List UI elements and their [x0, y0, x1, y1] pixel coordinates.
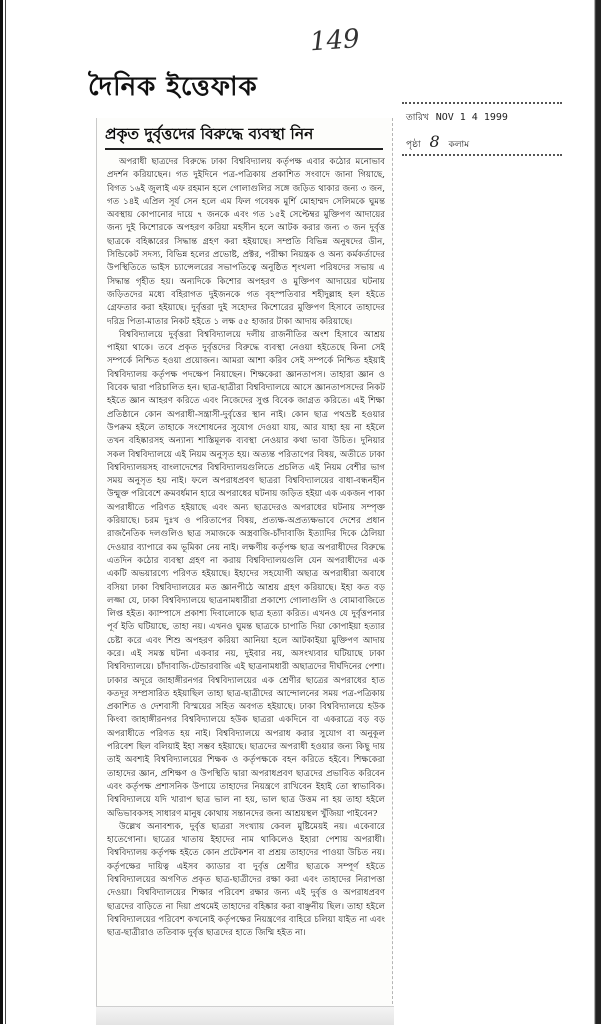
scan-edge-left: [0, 0, 8, 1024]
stamp-page-label: পৃষ্ঠা: [406, 140, 421, 150]
newspaper-masthead: দৈনিক ইত্তেফাক: [88, 72, 258, 102]
handwritten-page-number: 149: [309, 23, 361, 58]
stamp-date-label: তারিখ: [406, 113, 429, 123]
newspaper-clipping: [96, 118, 393, 1024]
stamp-column-label: কলাম: [448, 140, 470, 150]
article-headline: প্রকৃত দুর্বৃত্তদের বিরুদ্ধে ব্যবস্থা নিন: [105, 125, 314, 143]
stamp-page-row: [406, 132, 469, 152]
stamp-date-row: [406, 110, 508, 125]
clipping-bottom-edge: [96, 1006, 394, 1025]
article-paragraph: অপরাধী ছাত্রদের বিরুদ্ধে ঢাকা বিশ্ববিদ্যালয় কর্তৃপক্ষ এবার কঠোর মনোভাব প্রদর্শন করিয়াছেন। গত দুইদিনে পত্র-পত্রিকায় প্রকাশিত সংবাদে জানা গিয়াছে, বিগত ১৬ই জুলাই এফ রহমান হলে গোলাগুলির সঙ্গে জড়িত থাকার জন্য ৩ জন, গত ১৪ই এপ্রিল সূর্য সেন হলে এম ফিল গবেষক মুর্শি মোহাম্মদ সেলিমকে ঘুমন্ত অবস্থায় কোপানোর দায়ে ৭ জনকে এবং গত ১৫ই সেপ্টেম্বর মুক্তিপণ আদায়ের জন্য দুই কিশোরকে অপহরণ করিয়া মহসীন হলে আটক করার জন্য ৩ জন দুর্বৃত্ত ছাত্রকে বহিষ্কারের সিদ্ধান্ত গ্রহণ করা হইয়াছে। সম্প্রতি বিভিন্ন অনুষদের ডীন, সিন্ডিকেট সদস্য, বিভিন্ন হলের প্রভোষ্ট, প্রক্টর, পরীক্ষা নিয়ন্ত্রক ও অন্য কর্মকর্তাদের উপস্থিতিতে ভাইস চ্যান্সেলরের সভাপতিত্বে অনুষ্ঠিত শৃংখলা পরিষদের সভায় এ সিদ্ধান্ত গৃহীত হয়। অন্যদিকে কিশোর অপহরণ ও মুক্তিপণ আদায়ের ঘটনায় জড়িতদের মধ্যে বহিরাগত দুইজনকে গত বৃহস্পতিবার শহীদুল্লাহ হল হইতে গ্রেফতার করা হইয়াছে। দুর্বৃত্তরা দুই সহোদর কিশোরের মুক্তিপণ হিসাবে তাহাদের দরিদ্র পিতা-মাতার নিকট হইতে ১ লক্ষ ৫৫ হাজার টাকা আদায় করিয়াছে।: [107, 157, 385, 327]
article-body: [107, 156, 385, 1018]
article-paragraph: উল্লেখ অনাবশ্যক, দুর্বৃত্ত ছাত্ররা সংখ্যায় কেবল মুষ্টিমেয়ই নয়। একেবারে হাতেগোনা। ছাত্রের খাতায় ইহাদের নাম থাকিলেও ইহারা পেশায় অপরাধী। বিশ্ববিদ্যালয় কর্তৃপক্ষ হইতে কোন প্রটেকশন বা প্রশ্রয় তাহাদের পাওয়া উচিত নয়। কর্তৃপক্ষের দায়িত্ব এইসব ক্যাডার বা দুর্বৃত্ত শ্রেণীর ছাত্রকে সম্পূর্ণ হইতে বিশ্ববিদ্যালয়ের অগণিত প্রকৃত ছাত্র-ছাত্রীদের রক্ষা করা এবং তাহাদের নিরাপত্তা দেওয়া। বিশ্ববিদ্যালয়ের শিক্ষার পরিবেশ রক্ষার জন্য এই দুর্বৃত্ত ও অপরাধপ্রবণ ছাত্রদের বাড়িতে না দিয়া প্রথমেই তাহাদের বহিষ্কার করা বাঞ্ছনীয় ছিল। তাহা হইলে বিশ্ববিদ্যালয়ের পরিবেশ কখনোই কর্তৃপক্ষের নিয়ন্ত্রণের বাহিরে চলিয়া যাইত না এবং ছাত্র-ছাত্রীরাও ততিবাক দুর্বৃত্ত ছাত্রদের হাতে জিম্মি হইত না।: [107, 821, 385, 939]
stamp-page-value: 8: [429, 132, 440, 151]
scan-edge-right: [594, 0, 601, 1024]
headline-rule: [105, 148, 383, 150]
stamp-date-value: NOV 1 4 1999: [435, 112, 508, 123]
article-paragraph: বিশ্ববিদ্যালয়ে দুর্বৃত্তরা বিশ্ববিদ্যালয়ে দলীয় রাজনীতির অংশ হিসাবে আশ্রয় পাইয়া থাকে। তবে প্রকৃত দুর্বৃত্তদের বিরুদ্ধে ব্যবস্থা নেওয়া হইতেছে কিনা সেই সম্পর্কে নিশ্চিত হওয়া প্রয়োজন। আমরা আশা করিব সেই সম্পর্কে নিশ্চিত হইয়াই বিশ্ববিদ্যালয় কর্তৃপক্ষ পদক্ষেপ নিয়াছেন। শিক্ষকেরা জ্ঞানতাপস। তাহারা জ্ঞান ও বিবেক দ্বারা পরিচালিত হন। ছাত্র-ছাত্রীরা বিশ্ববিদ্যালয়ে আসে জ্ঞানতাপসদের নিকট হইতে জ্ঞান আহরণ করিতে এবং নিজেদের সুপ্ত বিবেক জাগ্রত করিতে। এই শিক্ষা প্রতিষ্ঠানে কোন অপরাধী-সন্ত্রাসী-দুর্বৃত্তের স্থান নাই। কোন ছাত্র পথভ্রষ্ট হওয়ার উপক্রম হইলে তাহাকে সংশোধনের সুযোগ দেওয়া যায়, আর যাহা হয় না হইলে তখন বহিষ্কারসহ অন্যান্য শাস্তিমূলক ব্যবস্থা নেওয়ার কথা ভাবা উচিত। দুনিয়ার সকল বিশ্ববিদ্যালয়ে এই নিয়ম অনুসৃত হয়। অত্যন্ত পরিতাপের বিষয়, অতীতে ঢাকা বিশ্ববিদ্যালয়সহ বাংলাদেশের বিশ্ববিদ্যালয়গুলিতে প্রচলিত এই নিয়ম বেশীর ভাগ সময় অনুসৃত হয় নাই। ফলে অপরাধপ্রবণ ছাত্ররা বিশ্ববিদ্যালয়ের বাধা-বন্ধনহীন উন্মুক্ত পরিবেশে ক্রমবর্ধমান হারে অপরাধের ঘটনায় জড়িত হইয়া এক একজন পাকা অপরাধীতে পরিণত হইয়াছে এবং অন্য ছাত্রদেরও অপরাধের ঘটনায় সম্পৃক্ত করিয়াছে। চরম দুঃখ ও পরিতাপের বিষয়, প্রত্যক্ষ-অপ্রত্যক্ষভাবে দেশের প্রধান রাজনৈতিক দলগুলিও ছাত্র সমাজকে অস্ত্রবাজি-চাঁদাবাজি ইত্যাদির দিকে ঠেলিয়া দেওয়ার ব্যাপারে কম ভূমিকা নেয় নাই। লক্ষণীয় কর্তৃপক্ষ ছাত্র অপরাধীদের বিরুদ্ধে এতদিন কঠোর ব্যবস্থা গ্রহণ না করায় বিশ্ববিদ্যালয়গুলি যেন অপরাধীদের এক একটি অভয়ারণ্যে পরিণত হইয়াছে। ইহাদের সহযোগী অছাত্র অপরাধীরা অবাধে বসিয়া ঢাকা বিশ্ববিদ্যালয়ের মত জ্ঞানপীঠে আশ্রয় গ্রহণ করিয়াছে। ইহা কত বড় লজ্জা যে, ঢাকা বিশ্ববিদ্যালয়ে ছাত্রনামধারীরা প্রকাশ্যে গোলাগুলি ও বোমাবাজিতে লিপ্ত হইত। ক্যাম্পাসে প্রকাশ্য দিবালোকে ছাত্র হত্যা করিত। এখনও যে দুর্বৃত্তপনার পূর্ব ইতি ঘটিয়াছে, তাহা নয়। এখনও ঘুমন্ত ছাত্রকে চাপাতি দিয়া কোপাইয়া হত্যার চেষ্টা করে এবং শিশু অপহরণ করিয়া আনিয়া হলে আটকাইয়া মুক্তিপণ আদায় করে। এই সমস্ত ঘটনা একবার নয়, দুইবার নয়, অসংখ্যবার ঘটিয়াছে ঢাকা বিশ্ববিদ্যালয়ে। চাঁদাবাজি-টেন্ডারবাজি এই ছাত্রনামধারী অছাত্রদের দীর্ঘদিনের পেশা। ঢাকার অদূরে জাহাঙ্গীরনগর বিশ্ববিদ্যালয়ের এক শ্রেণীর ছাত্রের অপরাধের হাত কতদূর সম্প্রসারিত হইয়াছিল তাহা ছাত্র-ছাত্রীদের আন্দোলনের সময় পত্র-পত্রিকায় প্রকাশিত ও দেশবাসী বিস্ময়ের সহিত অবগত হইয়াছে। ঢাকা বিশ্ববিদ্যালয়ে হউক কিংবা জাহাঙ্গীরনগর বিশ্ববিদ্যালয়ে হউক ছাত্ররা একদিনে বা একরাত্রে বড় বড় অপরাধীতে পরিণত হয় নাই। বিশ্ববিদ্যালয়ে অপরাধ করার সুযোগ বা অনুকূল পরিবেশ ছিল বলিয়াই ইহা সম্ভব হইয়াছে। ছাত্রদের অপরাধী হওয়ার জন্য কিছু দায় তাই অবশ্যই বিশ্ববিদ্যালয়ের শিক্ষক ও কর্তৃপক্ষকে বহন করিতে হইবে। শিক্ষকেরা তাহাদের জ্ঞান, প্রশিক্ষণ ও উপস্থিতি দ্বারা অপরাধপ্রবণ ছাত্রদের প্রভাবিত করিবেন এবং কর্তৃপক্ষ প্রশাসনিক উপায়ে তাহাদের নিয়ন্ত্রণে রাখিবেন ইহাই তো স্বাভাবিক। বিশ্ববিদ্যালয়ে যদি খারাপ ছাত্র ভাল না হয়, ভাল ছাত্র উত্তম না হয় তাহা হইলে অভিভাবকসহ সাধারণ মানুষ কোথায় সন্তানদের জন্য আশ্রয়স্থল খুঁজিয়া পাইবেন?: [107, 329, 385, 819]
clipping-date-stamp: [402, 102, 562, 156]
